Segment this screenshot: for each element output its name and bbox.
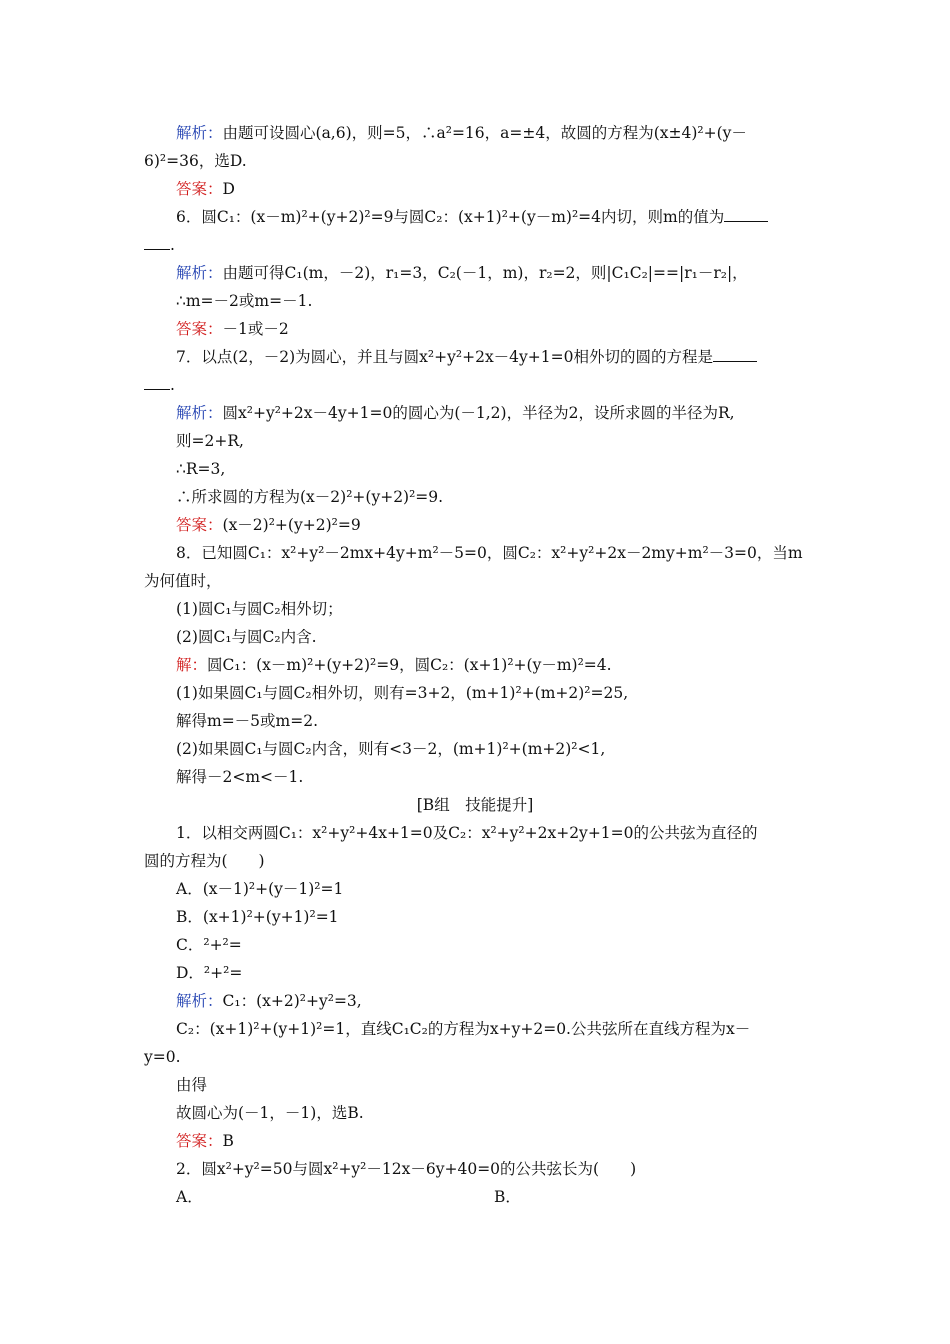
line-7 (176, 291, 312, 311)
line-8 (176, 319, 289, 339)
answer-blank (713, 347, 757, 362)
answer-blank (144, 375, 170, 390)
section-heading (0, 795, 950, 815)
line-text: 圆的方程为( ) (144, 852, 265, 870)
option-a-text: A． (176, 1188, 203, 1206)
section-title: [B组 技能提升] (416, 796, 534, 814)
option-text: B．(x+1)²+(y+1)²=1 (176, 908, 339, 926)
option-b-text: B． (494, 1188, 521, 1206)
answer-label: 答案： (176, 1132, 223, 1150)
line-21 (176, 683, 628, 703)
answer-blank (724, 207, 768, 222)
line-text: B (222, 1132, 234, 1150)
line-2 (144, 151, 247, 171)
line-6 (176, 263, 748, 283)
analysis-label: 解析： (176, 264, 223, 282)
line-text: ∴所求圆的方程为(x－2)²+(y+2)²=9. (176, 488, 444, 506)
line-text: C₂：(x+1)²+(y+1)²=1，直线C₁C₂的方程为x+y+2=0.公共弦所在直线方程为x－ (176, 1020, 751, 1038)
line-16 (176, 543, 803, 563)
option-d (176, 963, 242, 983)
line-text: C₁：(x+2)²+y²=3, (222, 992, 362, 1010)
question-b1-text: 1．以相交两圆C₁：x²+y²+4x+1=0及C₂：x²+y²+2x+2y+1=0的公共弦为直径的 (176, 824, 758, 842)
option-b (176, 907, 339, 927)
line-35 (176, 1075, 207, 1095)
line-text: －1或－2 (222, 320, 289, 338)
solution-label: 解： (176, 656, 208, 674)
line-26 (176, 823, 758, 843)
line-15 (176, 515, 361, 535)
question-7-text: 7．以点(2，－2)为圆心，并且与圆x²+y²+2x－4y+1=0相外切的圆的方程是 (176, 348, 713, 366)
line-32 (176, 991, 362, 1011)
line-9 (176, 347, 757, 367)
line-38 (176, 1159, 636, 1179)
answer-blank (144, 235, 170, 250)
line-text: 由题可得C₁(m，－2)，r₁=3，C₂(－1，m)，r₂=2，则|C₁C₂|==|r₁－r₂|， (222, 264, 748, 282)
line-13 (176, 459, 225, 479)
line-20 (176, 655, 612, 675)
line-text: (2)圆C₁与圆C₂内含. (176, 628, 317, 646)
line-27 (144, 851, 265, 871)
analysis-label: 解析： (176, 124, 223, 142)
line-text: (x－2)²+(y+2)²=9 (222, 516, 361, 534)
line-10 (144, 375, 175, 395)
line-text: . (170, 236, 175, 254)
analysis-label: 解析： (176, 992, 223, 1010)
line-5 (144, 235, 175, 255)
line-text: 6)²=36，选D. (144, 152, 247, 170)
line-text: 解得m=－5或m=2. (176, 712, 319, 730)
line-33 (176, 1019, 750, 1039)
line-19 (176, 627, 317, 647)
line-text: . (170, 376, 175, 394)
answer-label: 答案： (176, 516, 223, 534)
question-8-text: 8．已知圆C₁：x²+y²－2mx+4y+m²－5=0，圆C₂：x²+y²+2x－2my+m²－3=0，当m (176, 544, 803, 562)
line-text: (1)如果圆C₁与圆C₂相外切，则有=3+2，(m+1)²+(m+2)²=25, (176, 684, 629, 702)
line-39 (176, 1187, 203, 1207)
line-39-b (494, 1187, 521, 1207)
line-36 (176, 1103, 364, 1123)
line-text: 则=2+R, (176, 432, 244, 450)
line-text: (2)如果圆C₁与圆C₂内含，则有<3－2，(m+1)²+(m+2)²<1, (176, 740, 606, 758)
line-text: 故圆心为(－1，－1)，选B. (176, 1104, 364, 1122)
question-b2-text: 2．圆x²+y²=50与圆x²+y²－12x－6y+40=0的公共弦长为( ) (176, 1160, 637, 1178)
option-text: D．²+²= (176, 964, 243, 982)
line-24 (176, 767, 303, 787)
line-text: y=0. (144, 1048, 181, 1066)
line-text: ∴m=－2或m=－1. (176, 292, 313, 310)
line-text: (1)圆C₁与圆C₂相外切； (176, 600, 343, 618)
line-text: 由得 (176, 1076, 208, 1094)
option-a (176, 879, 343, 899)
line-text: 圆x²+y²+2x－4y+1=0的圆心为(－1,2)，半径为2，设所求圆的半径为R, (222, 404, 735, 422)
line-17 (144, 571, 222, 591)
option-text: C．²+²= (176, 936, 242, 954)
line-34 (144, 1047, 181, 1067)
line-text: 圆C₁：(x－m)²+(y+2)²=9，圆C₂：(x+1)²+(y－m)²=4. (207, 656, 612, 674)
line-4 (176, 207, 768, 227)
option-text: A．(x－1)²+(y－1)²=1 (176, 880, 344, 898)
analysis-label: 解析： (176, 404, 223, 422)
line-11 (176, 403, 735, 423)
answer-label: 答案： (176, 180, 223, 198)
line-text: D (222, 180, 235, 198)
question-6-text: 6．圆C₁：(x－m)²+(y+2)²=9与圆C₂：(x+1)²+(y－m)²=4内切，则m的值为 (176, 208, 725, 226)
line-3 (176, 179, 235, 199)
line-text: 为何值时， (144, 572, 222, 590)
line-12 (176, 431, 244, 451)
line-18 (176, 599, 343, 619)
line-37 (176, 1131, 234, 1151)
line-23 (176, 739, 605, 759)
option-c (176, 935, 242, 955)
line-text: 由题可设圆心(a,6)，则=5，∴a²=16，a=±4，故圆的方程为(x±4)²+(y－ (222, 124, 747, 142)
answer-label: 答案： (176, 320, 223, 338)
line-text: 解得－2<m<－1. (176, 768, 304, 786)
line-14 (176, 487, 443, 507)
line-22 (176, 711, 318, 731)
line-1 (176, 123, 747, 143)
line-text: ∴R=3, (176, 460, 226, 478)
